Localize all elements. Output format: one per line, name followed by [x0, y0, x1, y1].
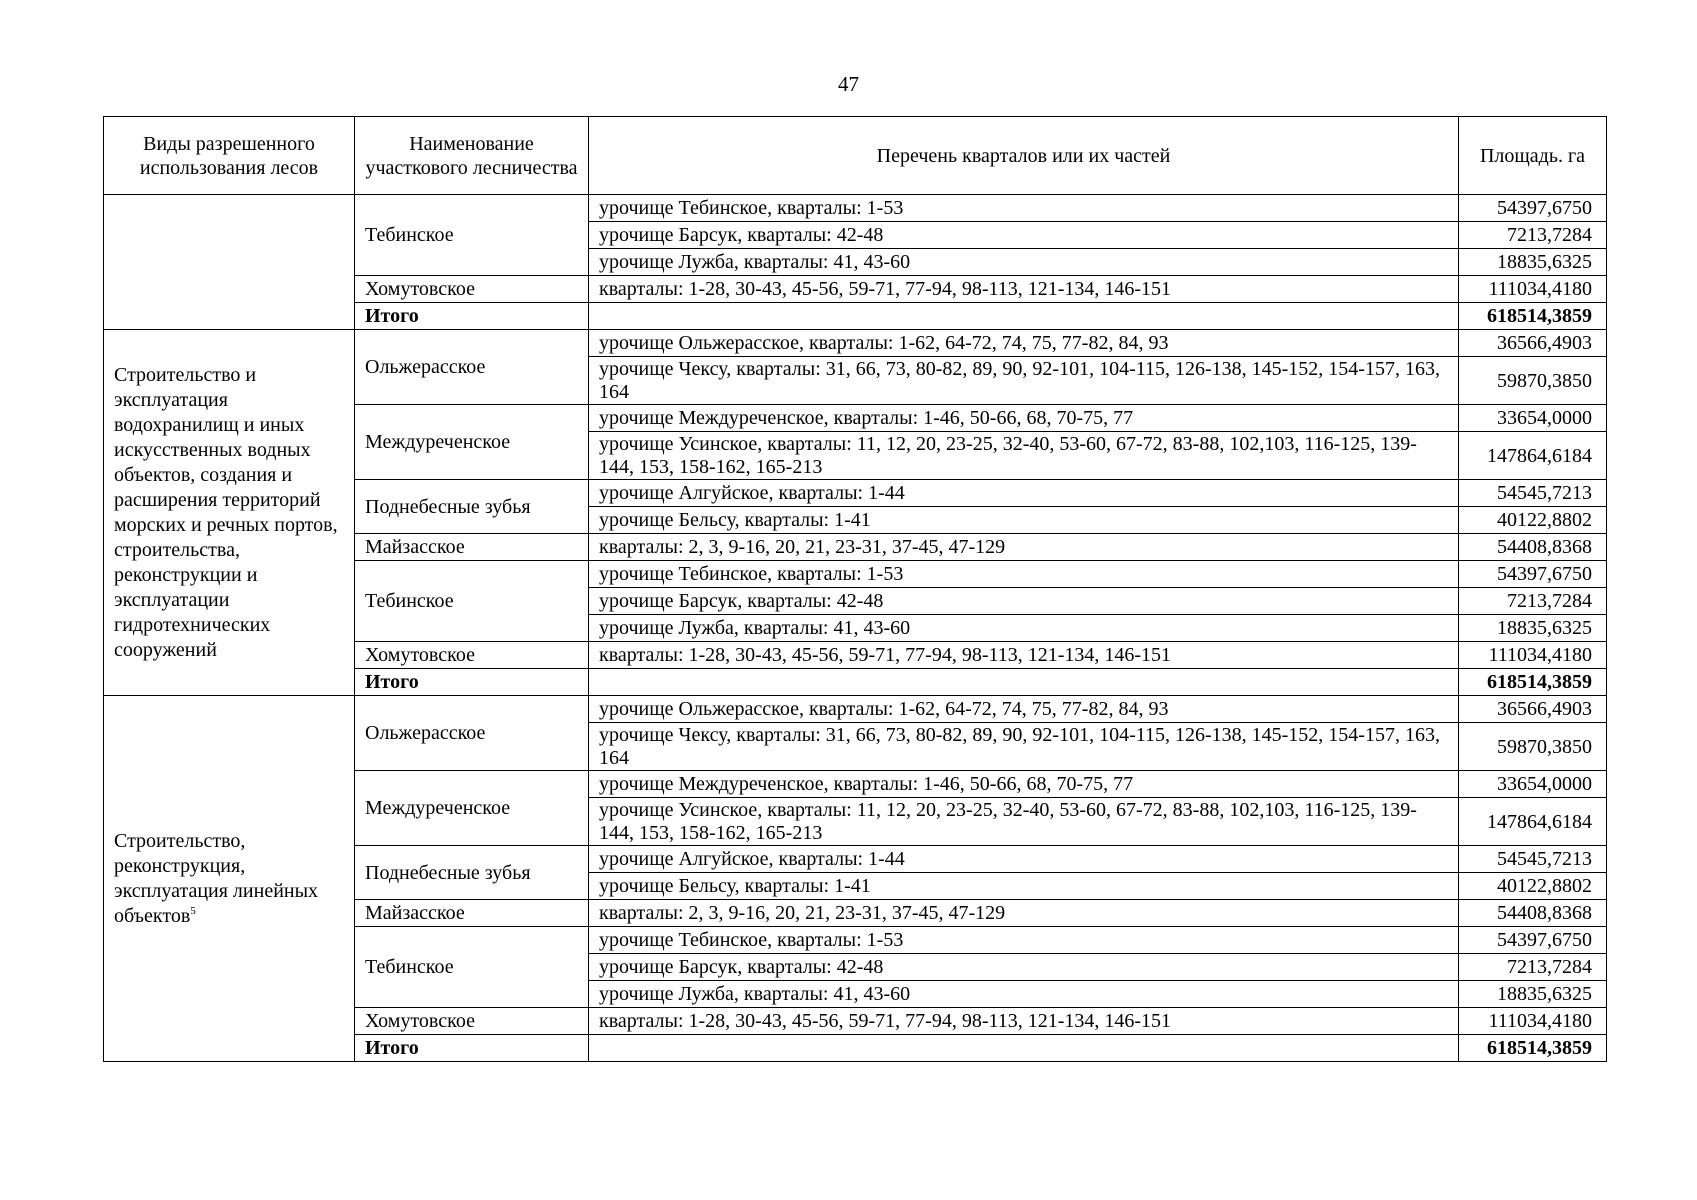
header-row: [104, 117, 1607, 195]
area-value: 59870,3850: [1459, 723, 1607, 771]
district-name: Хомутовское: [355, 642, 589, 669]
area-value: 54545,7213: [1459, 846, 1607, 873]
district-name: Поднебесные зубья: [355, 846, 589, 900]
table-body: [104, 195, 1607, 1062]
page-number: 47: [838, 72, 859, 96]
district-name: Междуреченское: [355, 405, 589, 480]
quarter-list: урочище Ольжерасское, кварталы: 1-62, 64-72, 74, 75, 77-82, 84, 93: [589, 330, 1459, 357]
area-value: 147864,6184: [1459, 432, 1607, 480]
quarter-list: урочище Усинское, кварталы: 11, 12, 20, 23-25, 32-40, 53-60, 67-72, 83-88, 102,103, 116-125, 139-144, 153, 158-162, 165-213: [589, 432, 1459, 480]
area-value: 54408,8368: [1459, 534, 1607, 561]
district-name: Хомутовское: [355, 276, 589, 303]
total-area: 618514,3859: [1459, 1035, 1607, 1062]
total-label: Итого: [355, 669, 589, 696]
district-name: Ольжерасское: [355, 330, 589, 405]
district-name: Тебинское: [355, 561, 589, 642]
footnote-marker: 5: [190, 905, 196, 917]
area-value: 54545,7213: [1459, 480, 1607, 507]
quarter-list: кварталы: 2, 3, 9-16, 20, 21, 23-31, 37-45, 47-129: [589, 534, 1459, 561]
forest-use-type: [104, 696, 355, 1062]
quarter-list: урочище Междуреченское, кварталы: 1-46, 50-66, 68, 70-75, 77: [589, 405, 1459, 432]
district-name: Ольжерасское: [355, 696, 589, 771]
quarter-list: урочище Лужба, кварталы: 41, 43-60: [589, 249, 1459, 276]
area-value: 18835,6325: [1459, 615, 1607, 642]
total-area: 618514,3859: [1459, 669, 1607, 696]
table-header: [104, 117, 1607, 195]
quarter-list: урочище Барсук, кварталы: 42-48: [589, 222, 1459, 249]
area-value: 59870,3850: [1459, 357, 1607, 405]
table-row: [104, 330, 1607, 357]
area-value: 33654,0000: [1459, 771, 1607, 798]
quarter-list: кварталы: 2, 3, 9-16, 20, 21, 23-31, 37-45, 47-129: [589, 900, 1459, 927]
area-value: 54397,6750: [1459, 927, 1607, 954]
area-value: 7213,7284: [1459, 222, 1607, 249]
quarter-list: урочище Бельсу, кварталы: 1-41: [589, 873, 1459, 900]
area-value: 40122,8802: [1459, 507, 1607, 534]
area-value: 36566,4903: [1459, 330, 1607, 357]
quarter-list: урочище Чексу, кварталы: 31, 66, 73, 80-82, 89, 90, 92-101, 104-115, 126-138, 145-152, 154-157, 163, 164: [589, 723, 1459, 771]
quarter-list: урочище Усинское, кварталы: 11, 12, 20, 23-25, 32-40, 53-60, 67-72, 83-88, 102,103, 116-125, 139-144, 153, 158-162, 165-213: [589, 798, 1459, 846]
quarter-list: урочище Алгуйское, кварталы: 1-44: [589, 480, 1459, 507]
district-name: Майзасское: [355, 900, 589, 927]
forest-use-label: Строительство, реконструкция, эксплуатация линейных объектов: [114, 830, 319, 927]
area-value: 7213,7284: [1459, 954, 1607, 981]
area-value: 54408,8368: [1459, 900, 1607, 927]
total-label: Итого: [355, 303, 589, 330]
area-value: 111034,4180: [1459, 276, 1607, 303]
area-value: 36566,4903: [1459, 696, 1607, 723]
table-row: [104, 195, 1607, 222]
quarter-list: урочище Барсук, кварталы: 42-48: [589, 588, 1459, 615]
header-use: Виды разрешенного использования лесов: [104, 117, 355, 195]
quarter-list: кварталы: 1-28, 30-43, 45-56, 59-71, 77-94, 98-113, 121-134, 146-151: [589, 276, 1459, 303]
total-label: Итого: [355, 1035, 589, 1062]
quarter-list: урочище Лужба, кварталы: 41, 43-60: [589, 981, 1459, 1008]
forest-use-label: Строительство и эксплуатация водохранилищ и иных искусственных водных объектов, создания и расширения территорий морских и речных портов, строительства, реконструкции и эксплуатации гидротехнических сооружений: [114, 364, 338, 661]
district-name: Поднебесные зубья: [355, 480, 589, 534]
header-district: Наименование участкового лесничества: [355, 117, 589, 195]
forest-use-type: [104, 195, 355, 330]
district-name: Хомутовское: [355, 1008, 589, 1035]
header-list: Перечень кварталов или их частей: [589, 117, 1459, 195]
area-value: 18835,6325: [1459, 249, 1607, 276]
quarter-list: урочище Междуреченское, кварталы: 1-46, 50-66, 68, 70-75, 77: [589, 771, 1459, 798]
area-value: 40122,8802: [1459, 873, 1607, 900]
total-area: 618514,3859: [1459, 303, 1607, 330]
area-value: 54397,6750: [1459, 561, 1607, 588]
district-name: Тебинское: [355, 927, 589, 1008]
district-name: Майзасское: [355, 534, 589, 561]
quarter-list: урочище Тебинское, кварталы: 1-53: [589, 561, 1459, 588]
district-name: Междуреченское: [355, 771, 589, 846]
total-list-empty: [589, 1035, 1459, 1062]
forest-use-table: [103, 116, 1607, 1062]
forest-use-type: [104, 330, 355, 696]
area-value: 111034,4180: [1459, 642, 1607, 669]
quarter-list: урочище Барсук, кварталы: 42-48: [589, 954, 1459, 981]
area-value: 7213,7284: [1459, 588, 1607, 615]
area-value: 33654,0000: [1459, 405, 1607, 432]
total-list-empty: [589, 669, 1459, 696]
district-name: Тебинское: [355, 195, 589, 276]
area-value: 18835,6325: [1459, 981, 1607, 1008]
quarter-list: урочище Тебинское, кварталы: 1-53: [589, 927, 1459, 954]
area-value: 147864,6184: [1459, 798, 1607, 846]
quarter-list: урочище Ольжерасское, кварталы: 1-62, 64-72, 74, 75, 77-82, 84, 93: [589, 696, 1459, 723]
quarter-list: кварталы: 1-28, 30-43, 45-56, 59-71, 77-94, 98-113, 121-134, 146-151: [589, 642, 1459, 669]
quarter-list: урочище Тебинское, кварталы: 1-53: [589, 195, 1459, 222]
quarter-list: урочище Чексу, кварталы: 31, 66, 73, 80-82, 89, 90, 92-101, 104-115, 126-138, 145-152, 154-157, 163, 164: [589, 357, 1459, 405]
quarter-list: урочище Алгуйское, кварталы: 1-44: [589, 846, 1459, 873]
area-value: 54397,6750: [1459, 195, 1607, 222]
quarter-list: кварталы: 1-28, 30-43, 45-56, 59-71, 77-94, 98-113, 121-134, 146-151: [589, 1008, 1459, 1035]
header-area: Площадь. га: [1459, 117, 1607, 195]
area-value: 111034,4180: [1459, 1008, 1607, 1035]
quarter-list: урочище Бельсу, кварталы: 1-41: [589, 507, 1459, 534]
total-list-empty: [589, 303, 1459, 330]
quarter-list: урочище Лужба, кварталы: 41, 43-60: [589, 615, 1459, 642]
table-row: [104, 696, 1607, 723]
